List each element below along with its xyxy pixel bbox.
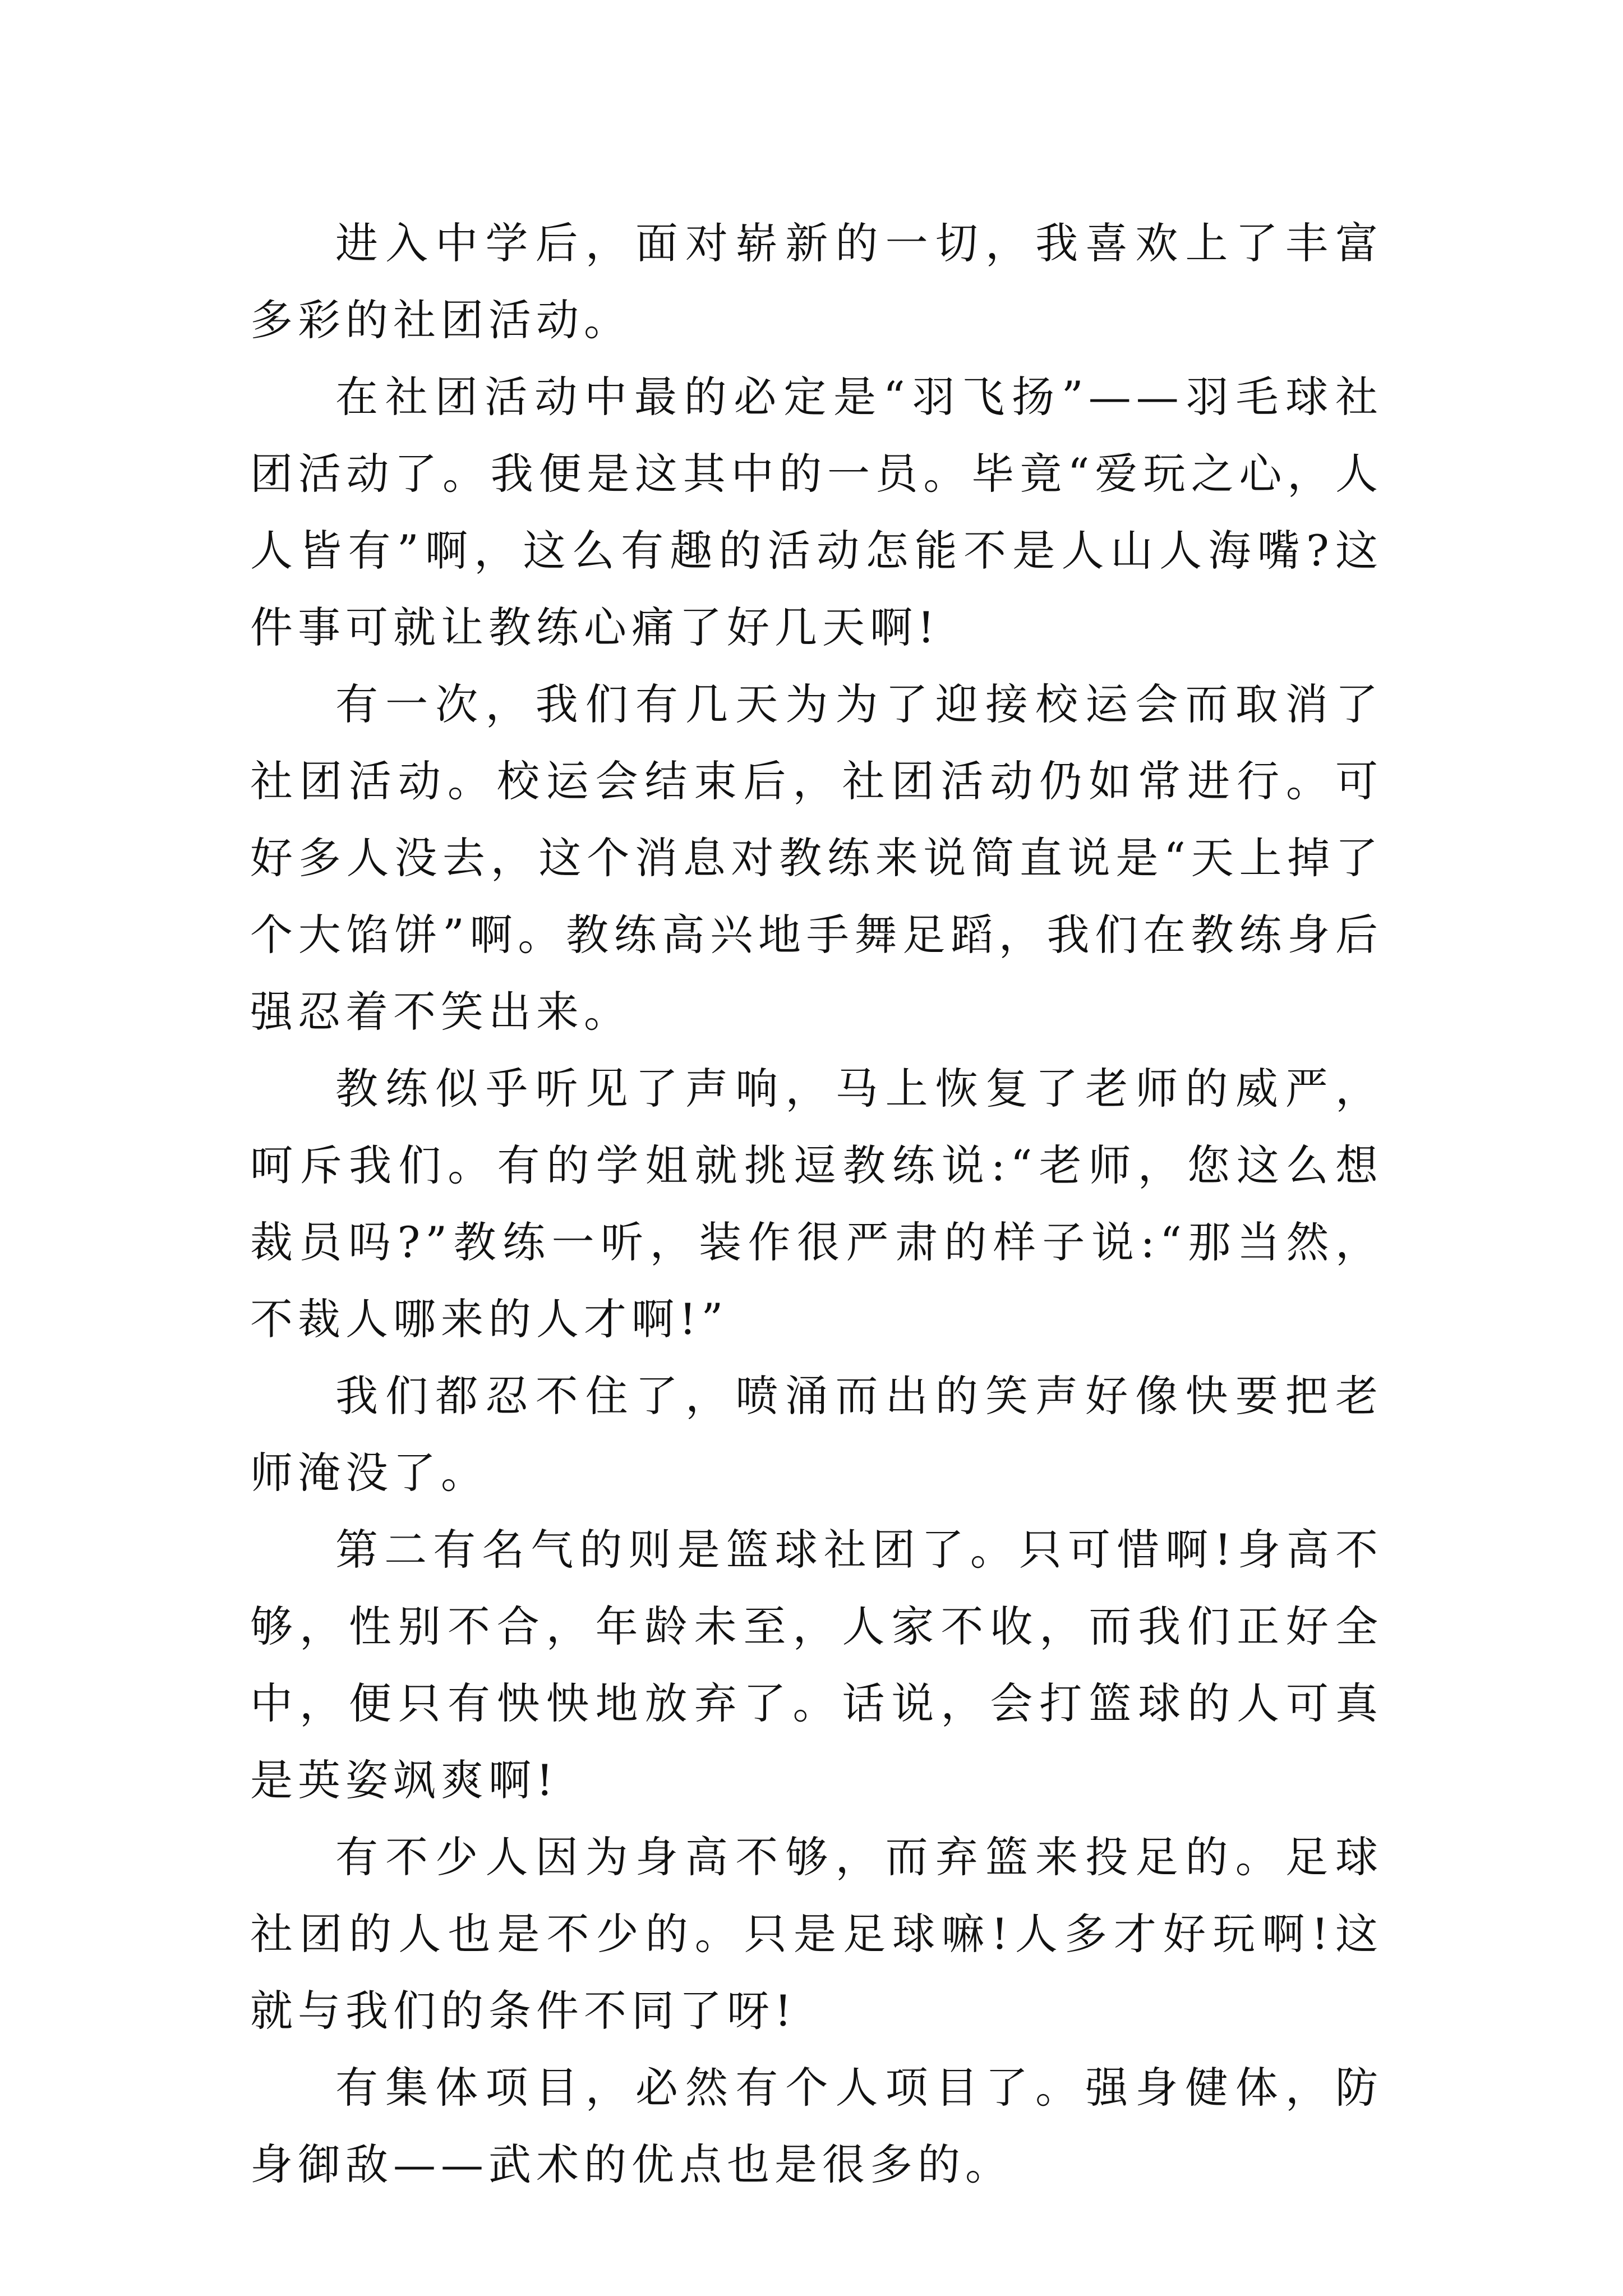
paragraph-1: 进入中学后，面对崭新的一切，我喜欢上了丰富多彩的社团活动。	[250, 218, 1383, 345]
paragraph-2: 在社团活动中最的必定是“羽飞扬”——羽毛球社团活动了。我便是这其中的一员。毕竟“爱玩之心，人人皆有”啊，这么有趣的活动怎能不是人山人海嘴?这件事可就让教练心痛了好几天啊!	[250, 372, 1383, 652]
paragraph-4: 教练似乎听见了声响，马上恢复了老师的威严，呵斥我们。有的学姐就挑逗教练说:“老师，您这么想裁员吗?”教练一听，装作很严肃的样子说:“那当然，不裁人哪来的人才啊!”	[250, 1064, 1383, 1344]
paragraph-6: 第二有名气的则是篮球社团了。只可惜啊!身高不够，性别不合，年龄未至，人家不收，而我们正好全中，便只有怏怏地放弃了。话说，会打篮球的人可真是英姿飒爽啊!	[250, 1525, 1383, 1805]
document-body	[250, 205, 1383, 2203]
paragraph-8: 有集体项目，必然有个人项目了。强身健体，防身御敌——武术的优点也是很多的。	[250, 2063, 1383, 2189]
paragraph-7: 有不少人因为身高不够，而弃篮来投足的。足球社团的人也是不少的。只是足球嘛!人多才好玩啊!这就与我们的条件不同了呀!	[250, 1832, 1383, 2036]
paragraph-5: 我们都忍不住了，喷涌而出的笑声好像快要把老师淹没了。	[250, 1371, 1383, 1498]
paragraph-3: 有一次，我们有几天为为了迎接校运会而取消了社团活动。校运会结束后，社团活动仍如常进行。可好多人没去，这个消息对教练来说简直说是“天上掉了个大馅饼”啊。教练高兴地手舞足蹈，我们在教练身后强忍着不笑出来。	[250, 679, 1383, 1037]
